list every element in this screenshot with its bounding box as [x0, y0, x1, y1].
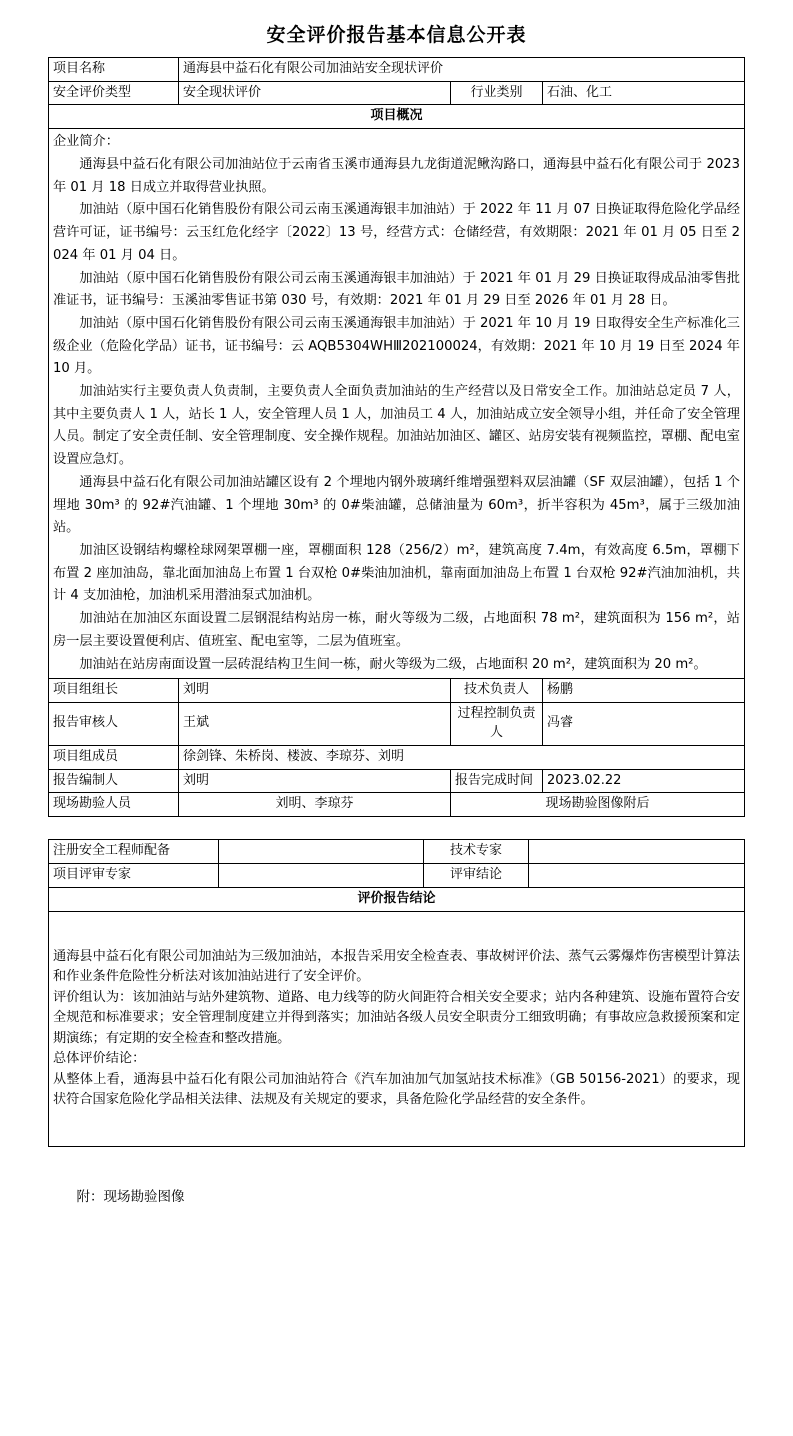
- table-row-conclusion-body: [49, 911, 745, 1146]
- review-expert-label: 项目评审专家: [49, 864, 219, 888]
- process-control-lead-value: 冯睿: [542, 703, 744, 746]
- report-date-label: 报告完成时间: [450, 769, 542, 793]
- main-info-table: [48, 57, 745, 817]
- table-gap-divider: [0, 817, 793, 839]
- report-author-label: 报告编制人: [48, 769, 178, 793]
- review-expert-value: [219, 864, 424, 888]
- review-conclusion-label: 评审结论: [424, 864, 529, 888]
- report-reviewer-value: 王斌: [178, 703, 450, 746]
- tech-expert-label: 技术专家: [424, 840, 529, 864]
- eval-type-value: 安全现状评价: [178, 81, 450, 105]
- overview-paragraph: 加油区设钢结构螺栓球网架罩棚一座，罩棚面积 128（256/2）m²，建筑高度 7.4m，有效高度 6.5m，罩棚下布置 2 座加油岛，靠北面加油岛上布置 1 台双枪 0#柴油加油机，靠南面加油岛上布置 1 台双枪 92#汽油加油机，共计 4 支加油枪，加油机采用潜油泵式加油机。: [52, 542, 740, 604]
- project-name-value: 通海县中益石化有限公司加油站安全现状评价: [178, 57, 744, 81]
- table-row-eval-type: [48, 81, 744, 105]
- conclusion-body: [49, 911, 745, 1146]
- eval-type-label: 安全评价类型: [48, 81, 178, 105]
- review-conclusion-table: [48, 839, 745, 1147]
- overview-paragraph: 加油站实行主要负责人负责制，主要负责人全面负责加油站的生产经营以及日常安全工作。加油站总定员 7 人，其中主要负责人 1 人，站长 1 人，安全管理人员 1 人，加油员工 4 人，加油站成立安全领导小组，并任命了安全管理人员。制定了安全责任制、安全管理制度、安全操作规程。加油站加油区、罐区、站房安装有视频监控，罩棚、配电室设置应急灯。: [52, 384, 740, 468]
- process-control-lead-label: 过程控制负责人: [450, 703, 542, 746]
- report-author-value: 刘明: [178, 769, 450, 793]
- site-survey-value: 刘明、李琼芬: [178, 793, 450, 817]
- table-row-project-name: [48, 57, 744, 81]
- table-row-site-survey: [48, 793, 744, 817]
- table-row-team-leader: [48, 679, 744, 703]
- team-members-value: 徐剑锋、朱桥岗、楼波、李琼芬、刘明: [178, 745, 744, 769]
- conclusion-paragraph: 通海县中益石化有限公司加油站为三级加油站，本报告采用安全检查表、事故树评价法、蒸气云雾爆炸伤害模型计算法和作业条件危险性分析法对该加油站进行了安全评价。: [53, 948, 740, 985]
- overview-paragraph: 通海县中益石化有限公司加油站罐区设有 2 个埋地内钢外玻璃纤维增强塑料双层油罐（SF 双层油罐），包括 1 个埋地 30m³ 的 92#汽油罐、1 个埋地 30m³ 的 0#柴油罐，总储油量为 60m³，折半容积为 45m³，属于三级加油站。: [52, 474, 740, 536]
- section-title-overview: 项目概况: [48, 105, 744, 129]
- overview-paragraph: 加油站（原中国石化销售股份有限公司云南玉溪通海银丰加油站）于 2021 年 10 月 19 日取得安全生产标准化三级企业（危险化学品）证书，证书编号：云 AQB5304WHⅢ202100024，有效期：2021 年 10 月 19 日至 2024 年 10 月。: [52, 315, 740, 377]
- industry-label: 行业类别: [450, 81, 542, 105]
- report-reviewer-label: 报告审核人: [48, 703, 178, 746]
- team-leader-value: 刘明: [178, 679, 450, 703]
- review-conclusion-value: [529, 864, 745, 888]
- table-row-team-members: [48, 745, 744, 769]
- table-row-section-overview: [48, 105, 744, 129]
- section-title-conclusion: 评价报告结论: [49, 887, 745, 911]
- team-leader-label: 项目组组长: [48, 679, 178, 703]
- registered-engineer-label: 注册安全工程师配备: [49, 840, 219, 864]
- overview-paragraph: 加油站在加油区东面设置二层钢混结构站房一栋，耐火等级为二级，占地面积 78 m²，建筑面积为 156 m²，站房一层主要设置便利店、值班室、配电室等，二层为值班室。: [52, 611, 740, 649]
- table-row-section-conclusion: [49, 887, 745, 911]
- table-row-registered-engineer: [49, 840, 745, 864]
- overview-paragraph: 加油站（原中国石化销售股份有限公司云南玉溪通海银丰加油站）于 2021 年 01 月 29 日换证取得成品油零售批准证书，证书编号：玉溪油零售证书第 030 号，有效期：2021 年 01 月 29 日至 2026 年 01 月 28 日。: [52, 270, 740, 309]
- conclusion-paragraph: 总体评价结论：: [53, 1051, 146, 1067]
- tech-expert-value: [529, 840, 745, 864]
- project-name-label: 项目名称: [48, 57, 178, 81]
- report-date-value: 2023.02.22: [542, 769, 744, 793]
- team-members-label: 项目组成员: [48, 745, 178, 769]
- tech-lead-label: 技术负责人: [450, 679, 542, 703]
- page-title: 安全评价报告基本信息公开表: [266, 24, 527, 46]
- conclusion-paragraph: 从整体上看，通海县中益石化有限公司加油站符合《汽车加油加气加氢站技术标准》（GB 50156-2021）的要求，现状符合国家危险化学品相关法律、法规及有关规定的要求，具备危险化学品经营的安全条件。: [53, 1071, 740, 1108]
- conclusion-paragraph: 评价组认为：该加油站与站外建筑物、道路、电力线等的防火间距符合相关安全要求；站内各种建筑、设施布置符合安全规范和标准要求；安全管理制度建立并得到落实；加油站各级人员安全职责分工细致明确；有事故应急救援预案和定期演练；有定期的安全检查和整改措施。: [53, 989, 740, 1046]
- tech-lead-value: 杨鹏: [542, 679, 744, 703]
- overview-paragraph: 加油站在站房南面设置一层砖混结构卫生间一栋，耐火等级为二级，占地面积 20 m²，建筑面积为 20 m²。: [79, 656, 707, 672]
- attachment-note: 附：现场勘验图像: [76, 1188, 185, 1205]
- site-survey-label: 现场勘验人员: [48, 793, 178, 817]
- table-row-report-reviewer: [48, 703, 744, 746]
- table-row-review-expert: [49, 864, 745, 888]
- industry-value: 石油、化工: [542, 81, 744, 105]
- site-survey-note: 现场勘验图像附后: [450, 793, 744, 817]
- overview-paragraph: 加油站（原中国石化销售股份有限公司云南玉溪通海银丰加油站）于 2022 年 11 月 07 日换证取得危险化学品经营许可证，证书编号：云玉红危化经字〔2022〕13 号，经营方式：仓储经营，有效期限：2021 年 01 月 05 日至 2024 年 01 月 04 日。: [52, 202, 740, 263]
- table-row-report-author: [48, 769, 744, 793]
- table-row-overview-body: [48, 129, 744, 679]
- overview-paragraph: 通海县中益石化有限公司加油站位于云南省玉溪市通海县九龙街道泥鳅沟路口，通海县中益石化有限公司于 2023 年 01 月 18 日成立并取得营业执照。: [52, 157, 740, 195]
- registered-engineer-value: [219, 840, 424, 864]
- overview-intro-label: 企业简介：: [52, 134, 119, 150]
- overview-body: [48, 129, 744, 679]
